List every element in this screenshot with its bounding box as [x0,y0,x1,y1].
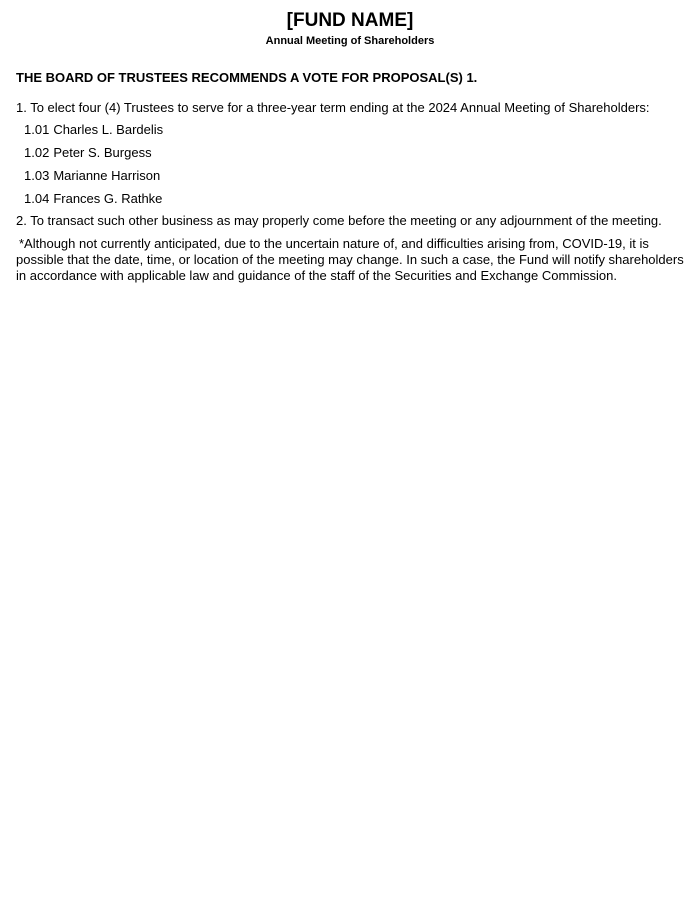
nominee-item [24,122,684,138]
document-header [16,0,684,48]
meeting-name: Annual Meeting of Shareholders [265,35,435,47]
nominee-item [24,191,684,207]
nominee-number: 1.04 [24,191,50,206]
nominee-item [24,145,684,161]
covid-note: *Although not currently anticipated, due to the uncertain nature of, and difficulties arising from, COVID-19, it is possible that the date, time, or location of the meeting may change. In such a case, the Fund will notify shareholders in accordance with applicable law and guidance of the staff of the Securities and Exchange Commission. [16,236,684,283]
nominee-name: Charles L. Bardelis [53,122,164,137]
fund-name: [FUND NAME] [286,10,414,31]
nominee-name: Frances G. Rathke [53,191,163,206]
board-recommendation: THE BOARD OF TRUSTEES RECOMMENDS A VOTE FOR PROPOSAL(S) 1. [16,70,478,85]
nominee-number: 1.02 [24,145,50,160]
proposal-1: 1. To elect four (4) Trustees to serve for a three-year term ending at the 2024 Annual Meeting of Shareholders: [16,100,650,115]
nominee-name: Marianne Harrison [53,168,161,183]
nominee-number: 1.03 [24,168,50,183]
nominee-list [16,122,684,207]
nominee-number: 1.01 [24,122,50,137]
nominee-item [24,168,684,184]
nominee-name: Peter S. Burgess [53,145,152,160]
proposal-2: 2. To transact such other business as may properly come before the meeting or any adjournment of the meeting. [16,213,662,228]
